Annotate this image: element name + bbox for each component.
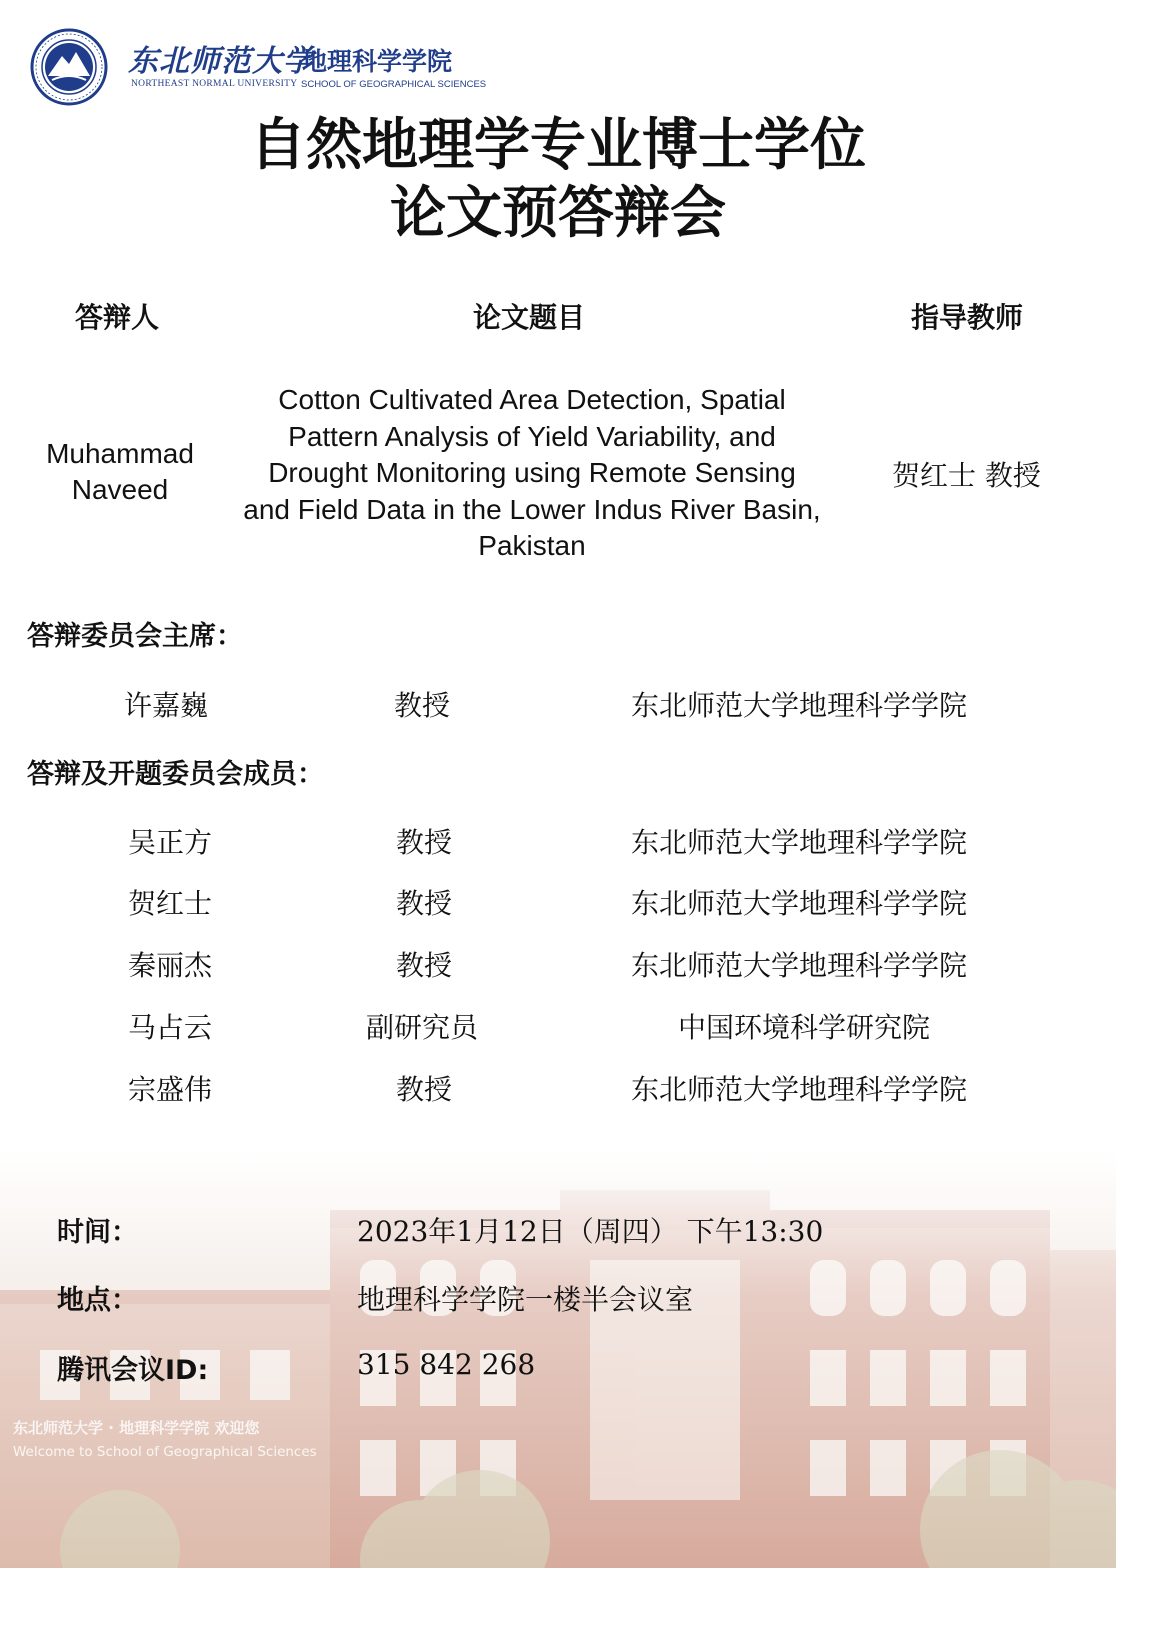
thesis-line: Pattern Analysis of Yield Variability, and xyxy=(288,420,776,452)
place-value: 地理科学学院一楼半会议室 xyxy=(357,1283,694,1316)
advisor-name: 贺红士 教授 xyxy=(892,459,1041,492)
meeting-id-value: 315 842 268 xyxy=(357,1348,536,1381)
member-title: 教授 xyxy=(396,826,453,859)
thesis-line: and Field Data in the Lower Indus River Basin, xyxy=(243,493,821,525)
header-advisor: 指导教师 xyxy=(911,301,1024,334)
header-candidate: 答辩人 xyxy=(75,301,160,334)
member-name: 秦丽杰 xyxy=(128,949,213,982)
university-seal-logo xyxy=(30,28,108,106)
member-affiliation: 中国环境科学研究院 xyxy=(678,1011,931,1044)
time-value: 2023年1月12日（周四） 下午13:30 xyxy=(357,1215,824,1248)
committee-section-label: 答辩及开题委员会成员： xyxy=(27,759,324,790)
candidate-name-line1: Muhammad xyxy=(46,438,194,469)
school-name-cn: 地理科学学院 xyxy=(302,47,453,76)
thesis-line: Cotton Cultivated Area Detection, Spatial xyxy=(278,384,786,415)
page-title-line2: 论文预答辩会 xyxy=(390,181,726,246)
chair-affiliation: 东北师范大学地理科学学院 xyxy=(631,689,968,722)
welcome-text-cn: 东北师范大学 · 地理科学学院 欢迎您 xyxy=(13,1419,260,1437)
member-name: 吴正方 xyxy=(128,826,213,859)
place-label: 地点： xyxy=(57,1285,138,1316)
time-label: 时间： xyxy=(57,1217,138,1248)
member-affiliation: 东北师范大学地理科学学院 xyxy=(631,949,968,982)
chair-section-label: 答辩委员会主席： xyxy=(27,621,243,652)
member-name: 贺红士 xyxy=(128,887,213,920)
member-name: 宗盛伟 xyxy=(128,1073,213,1106)
member-affiliation: 东北师范大学地理科学学院 xyxy=(631,1073,968,1106)
member-name: 马占云 xyxy=(128,1011,213,1044)
thesis-title xyxy=(212,382,852,565)
member-affiliation: 东北师范大学地理科学学院 xyxy=(631,826,968,859)
meeting-id-label: 腾讯会议ID: xyxy=(57,1355,209,1386)
member-title: 副研究员 xyxy=(366,1011,479,1044)
member-title: 教授 xyxy=(396,887,453,920)
header-thesis-title: 论文题目 xyxy=(473,301,586,334)
candidate-name-line2: Naveed xyxy=(71,474,169,505)
member-title: 教授 xyxy=(396,1073,453,1106)
chair-name: 许嘉巍 xyxy=(124,689,209,722)
university-name-cn: 东北师范大学 xyxy=(128,44,314,79)
member-title: 教授 xyxy=(396,949,453,982)
thesis-line: Drought Monitoring using Remote Sensing xyxy=(268,457,796,488)
thesis-line: Pakistan xyxy=(478,530,586,561)
member-affiliation: 东北师范大学地理科学学院 xyxy=(631,887,968,920)
school-name-en: SCHOOL OF GEOGRAPHICAL SCIENCES xyxy=(301,79,487,90)
chair-title: 教授 xyxy=(394,689,451,722)
page-title-line1: 自然地理学专业博士学位 xyxy=(250,113,866,178)
candidate-name xyxy=(40,436,200,508)
welcome-text-en: Welcome to School of Geographical Sciences xyxy=(13,1444,317,1460)
university-name-en: NORTHEAST NORMAL UNIVERSITY xyxy=(131,79,298,89)
